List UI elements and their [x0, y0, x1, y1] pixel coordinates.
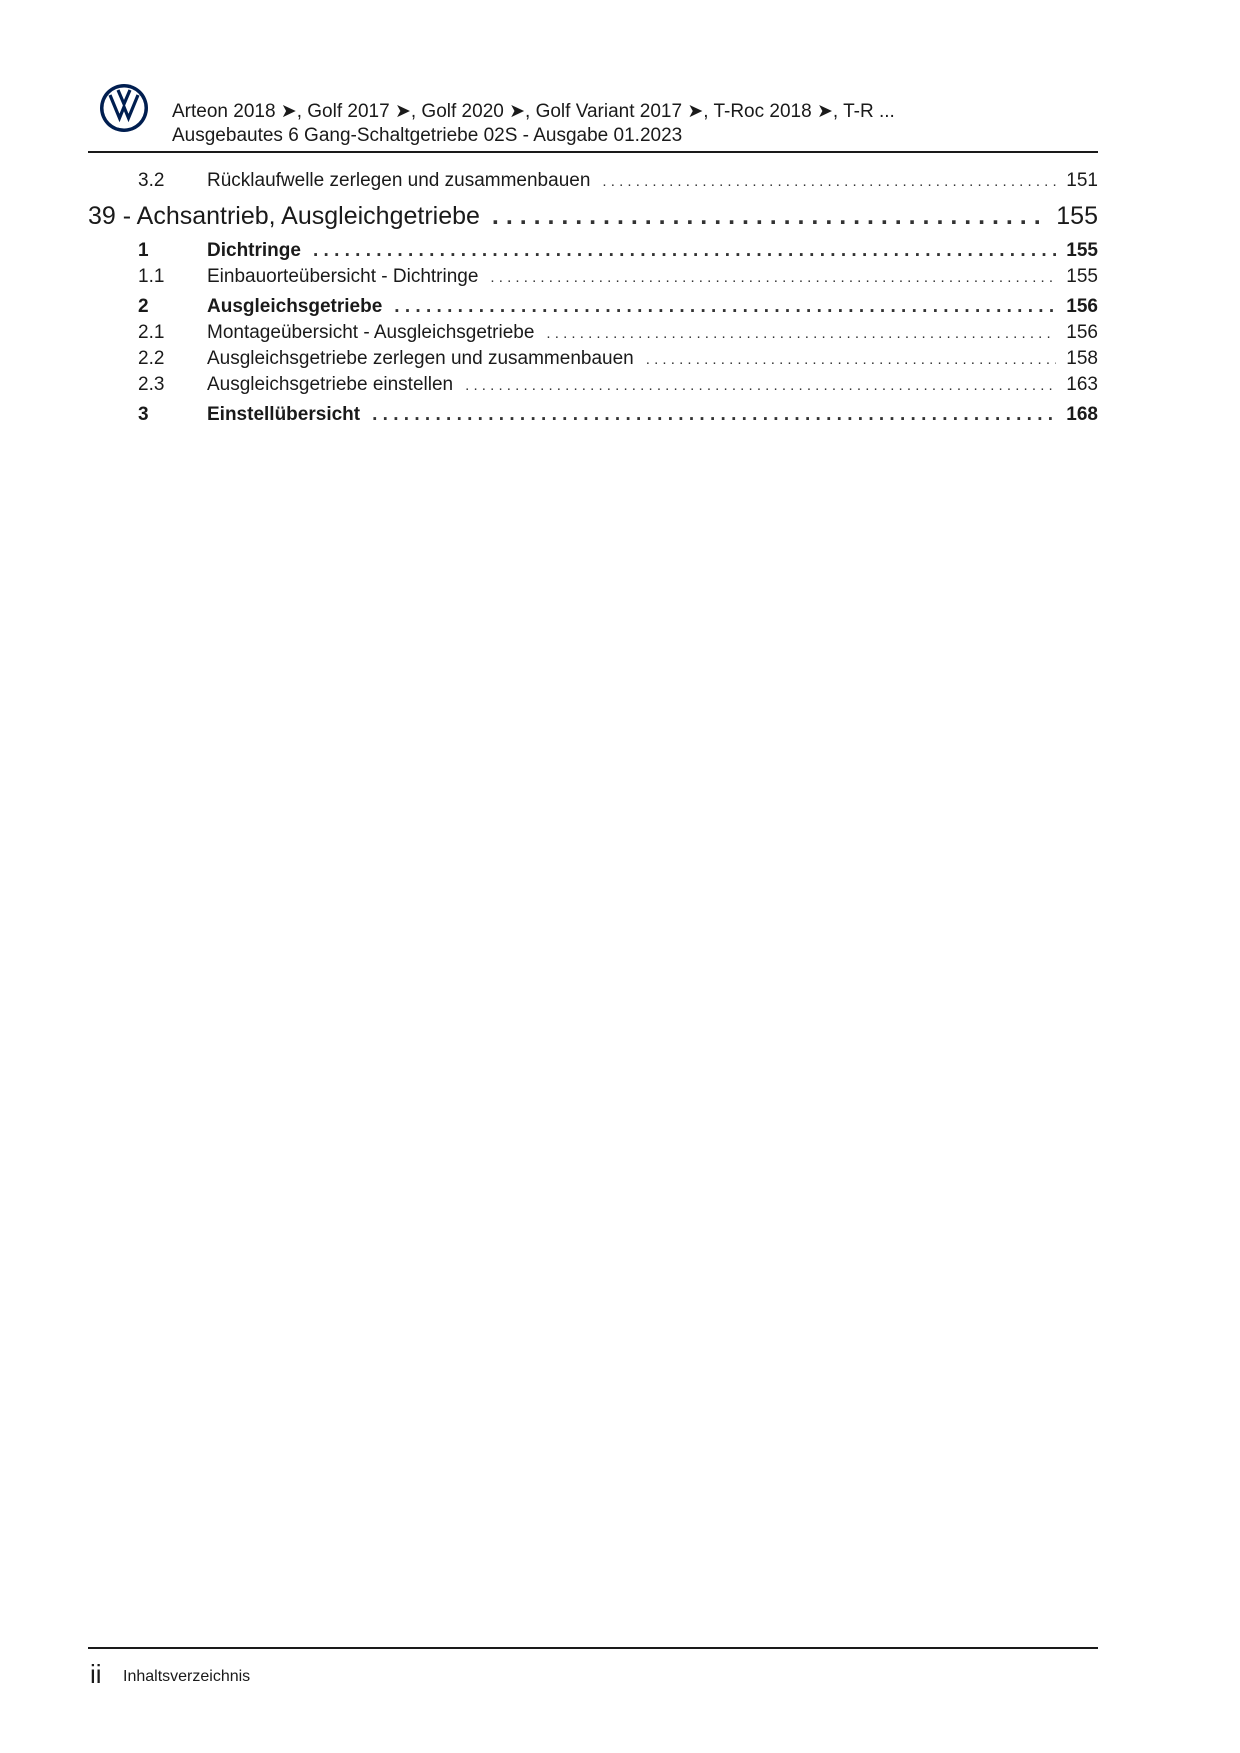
toc-entry-title: Ausgleichsgetriebe zerlegen und zusammenbauen: [207, 348, 634, 369]
toc-entry-title: Montageübersicht - Ausgleichsgetriebe: [207, 322, 535, 343]
toc-entry-title: Ausgleichsgetriebe: [207, 296, 383, 317]
toc-entry[interactable]: [88, 296, 1098, 322]
toc-entry-page: 155: [1066, 266, 1098, 287]
toc-entry[interactable]: [88, 240, 1098, 266]
leader-dots: [546, 325, 1056, 342]
toc-entry-title: Einstellübersicht: [207, 404, 361, 425]
table-of-contents: [88, 170, 1098, 430]
toc-entry-number: 1: [138, 240, 149, 261]
leader-dots: [490, 269, 1056, 286]
footer-rule: [88, 1647, 1098, 1649]
toc-entry-number: 3.2: [138, 170, 165, 191]
toc-entry-number: 1.1: [138, 266, 165, 287]
leader-dots: [313, 240, 1056, 262]
leader-dots: [372, 404, 1056, 426]
leader-dots: [602, 173, 1056, 190]
toc-entry-title: Einbauorteübersicht - Dichtringe: [207, 266, 479, 287]
toc-entry[interactable]: [88, 404, 1098, 430]
toc-entry[interactable]: [88, 374, 1098, 400]
footer-section-label: Inhaltsverzeichnis: [123, 1668, 251, 1685]
toc-entry-page: 158: [1066, 348, 1098, 369]
vw-logo-icon: [98, 82, 150, 134]
toc-entry[interactable]: [88, 170, 1098, 196]
toc-entry-number: 2: [138, 296, 149, 317]
toc-entry-title: Dichtringe: [207, 240, 301, 261]
toc-entry-page: 151: [1066, 170, 1098, 191]
header-rule: [88, 151, 1098, 153]
toc-entry[interactable]: [88, 266, 1098, 292]
toc-entry[interactable]: [88, 322, 1098, 348]
leader-dots: [492, 202, 1046, 231]
toc-chapter-page: 155: [1056, 202, 1098, 230]
toc-entry-page: 155: [1066, 240, 1098, 261]
toc-entry-number: 2.2: [138, 348, 165, 369]
toc-entry-page: 163: [1066, 374, 1098, 395]
leader-dots: [646, 351, 1057, 368]
toc-entry-number: 2.3: [138, 374, 165, 395]
toc-entry-number: 3: [138, 404, 149, 425]
toc-entry-title: Rücklaufwelle zerlegen und zusammenbauen: [207, 170, 591, 191]
header-document-title: Ausgebautes 6 Gang-Schaltgetriebe 02S - Ausgabe 01.2023: [172, 125, 683, 146]
toc-entry-page: 168: [1066, 404, 1098, 425]
toc-entry-number: 2.1: [138, 322, 165, 343]
toc-entry[interactable]: [88, 348, 1098, 374]
leader-dots: [465, 377, 1056, 394]
toc-entry-page: 156: [1066, 296, 1098, 317]
header-vehicle-models: Arteon 2018 ➤, Golf 2017 ➤, Golf 2020 ➤, Golf Variant 2017 ➤, T-Roc 2018 ➤, T-R ...: [172, 101, 895, 122]
toc-entry-title: Ausgleichsgetriebe einstellen: [207, 374, 454, 395]
toc-entry-page: 156: [1066, 322, 1098, 343]
toc-chapter[interactable]: [88, 202, 1098, 238]
toc-chapter-title: 39 - Achsantrieb, Ausgleichgetriebe: [88, 202, 480, 230]
footer-page-number: ii: [90, 1659, 102, 1689]
leader-dots: [394, 296, 1056, 318]
